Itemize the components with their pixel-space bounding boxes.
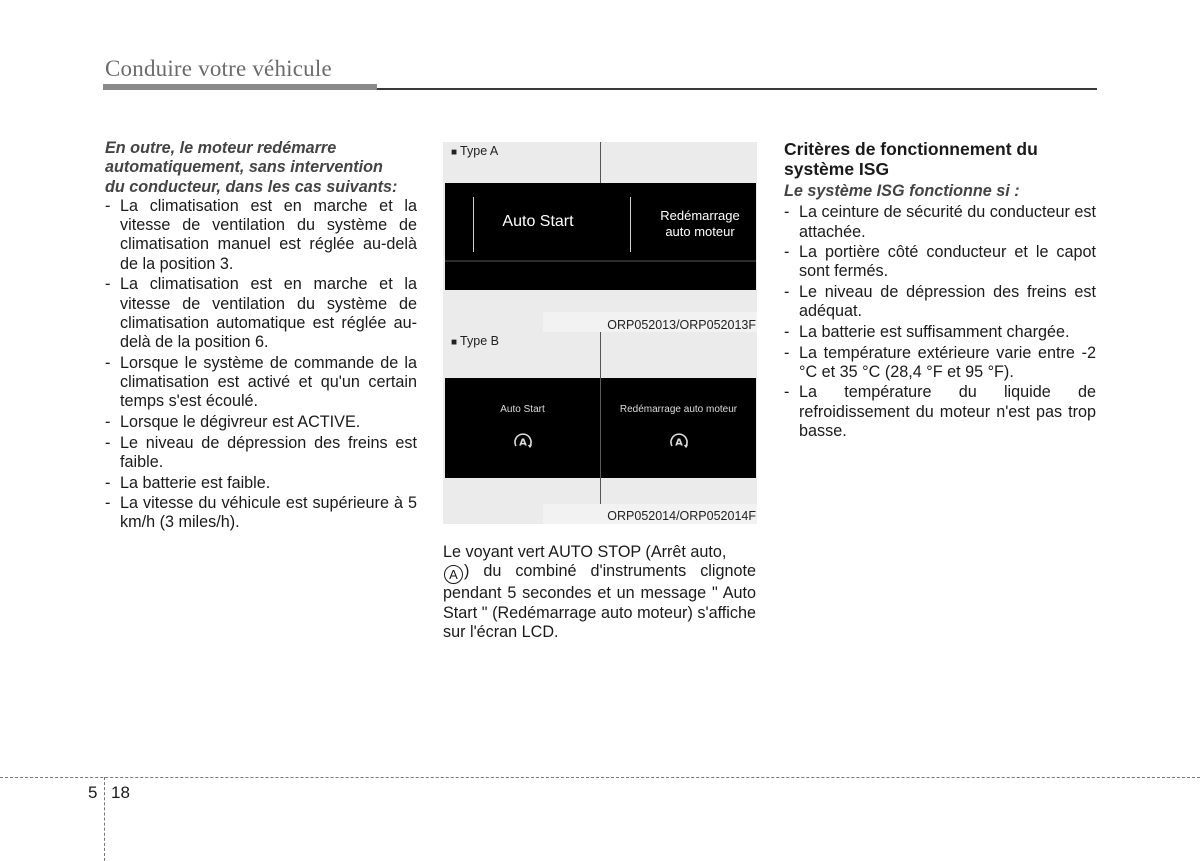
left-intro bbox=[105, 139, 417, 197]
list-item: - La température extérieure varie entre -2 °C et 35 °C (28,4 °F et 95 °F). bbox=[784, 344, 1096, 383]
isg-conditions-list bbox=[784, 203, 1096, 441]
lcd-band bbox=[445, 260, 756, 262]
figure-type-b bbox=[443, 332, 757, 524]
callout-line bbox=[600, 142, 601, 183]
footer-rule bbox=[0, 777, 1200, 778]
header-rule-thin bbox=[377, 88, 1097, 90]
section-heading: Critères de fonctionnement du système ISG bbox=[784, 139, 1038, 179]
right-column bbox=[784, 139, 1096, 443]
lcd-restart-line: Redémarrage bbox=[660, 208, 740, 223]
figure-label-text: Type B bbox=[460, 334, 499, 348]
list-item: - La température du liquide de refroidissement du moteur n'est pas trop basse. bbox=[784, 383, 1096, 441]
chapter-number: 5 bbox=[88, 783, 98, 802]
paragraph-text: ) du combiné d'instruments clignote pendant 5 secondes et un message " Auto Start " (Redémarrage auto moteur) s'affiche sur l'écran LCD. bbox=[443, 562, 756, 641]
lcd-restart-line: auto moteur bbox=[665, 224, 735, 239]
square-bullet-icon: ■ bbox=[451, 337, 458, 348]
list-item: - Le niveau de dépression des freins est faible. bbox=[105, 434, 417, 473]
figure-label-text: Type A bbox=[460, 144, 499, 158]
list-item: - La ceinture de sécurité du conducteur est attachée. bbox=[784, 203, 1096, 242]
left-intro-line: du conducteur, dans les cas suivants: bbox=[105, 177, 398, 196]
page-number: 18 bbox=[111, 783, 130, 802]
auto-stop-icon bbox=[512, 431, 534, 453]
list-item: - La vitesse du véhicule est supérieure à 5 km/h (3 miles/h). bbox=[105, 494, 417, 533]
section-subheading: Le système ISG fonctionne si : bbox=[784, 182, 1020, 200]
list-item: - La batterie est suffisamment chargée. bbox=[784, 323, 1096, 342]
lcd-restart-text bbox=[631, 208, 769, 240]
svg-text:A: A bbox=[519, 437, 527, 449]
list-item: - La climatisation est en marche et la vitesse de ventilation du système de climatisation manuel est réglée au-delà de la position 3. bbox=[105, 197, 417, 274]
figure-code: ORP052013/ORP052013F bbox=[607, 318, 756, 332]
auto-stop-paragraph bbox=[443, 543, 756, 642]
lcd-auto-start-text: Auto Start bbox=[500, 404, 545, 415]
square-bullet-icon: ■ bbox=[451, 147, 458, 158]
middle-column bbox=[443, 543, 756, 642]
callout-line bbox=[600, 332, 601, 378]
lcd-divider bbox=[600, 378, 601, 478]
figure-type-a bbox=[443, 142, 757, 332]
paragraph-text: Le voyant vert AUTO STOP (Arrêt auto, bbox=[443, 543, 727, 561]
list-item: - Lorsque le dégivreur est ACTIVE. bbox=[105, 413, 417, 432]
list-item: - Lorsque le système de commande de la climatisation est activé et qu'un certain temps s'est écoulé. bbox=[105, 354, 417, 412]
left-intro-line: automatiquement, sans intervention bbox=[105, 158, 383, 177]
figure-code: ORP052014/ORP052014F bbox=[607, 509, 756, 523]
figure-label bbox=[451, 144, 498, 158]
lcd-display bbox=[445, 183, 756, 290]
auto-stop-icon bbox=[668, 431, 690, 453]
auto-stop-a-icon: A bbox=[444, 565, 463, 584]
list-item: - La climatisation est en marche et la vitesse de ventilation du système de climatisation automatique est réglée au-delà de la position 6. bbox=[105, 275, 417, 352]
lcd-auto-start-text: Auto Start bbox=[502, 213, 574, 230]
footer-vertical-rule bbox=[104, 777, 105, 861]
list-item: - Le niveau de dépression des freins est adéquat. bbox=[784, 283, 1096, 322]
left-intro-line: En outre, le moteur redémarre bbox=[105, 139, 337, 157]
left-column bbox=[105, 139, 417, 534]
lcd-restart-text: Redémarrage auto moteur bbox=[619, 404, 738, 415]
figure-label bbox=[451, 334, 499, 348]
page-header-title: Conduire votre véhicule bbox=[105, 56, 332, 81]
lcd-display bbox=[445, 378, 756, 478]
header-rule-thick bbox=[103, 84, 377, 90]
list-item: - La portière côté conducteur et le capot sont fermés. bbox=[784, 243, 1096, 282]
restart-conditions-list bbox=[105, 197, 417, 533]
svg-text:A: A bbox=[675, 437, 683, 449]
list-item: - La batterie est faible. bbox=[105, 474, 417, 493]
